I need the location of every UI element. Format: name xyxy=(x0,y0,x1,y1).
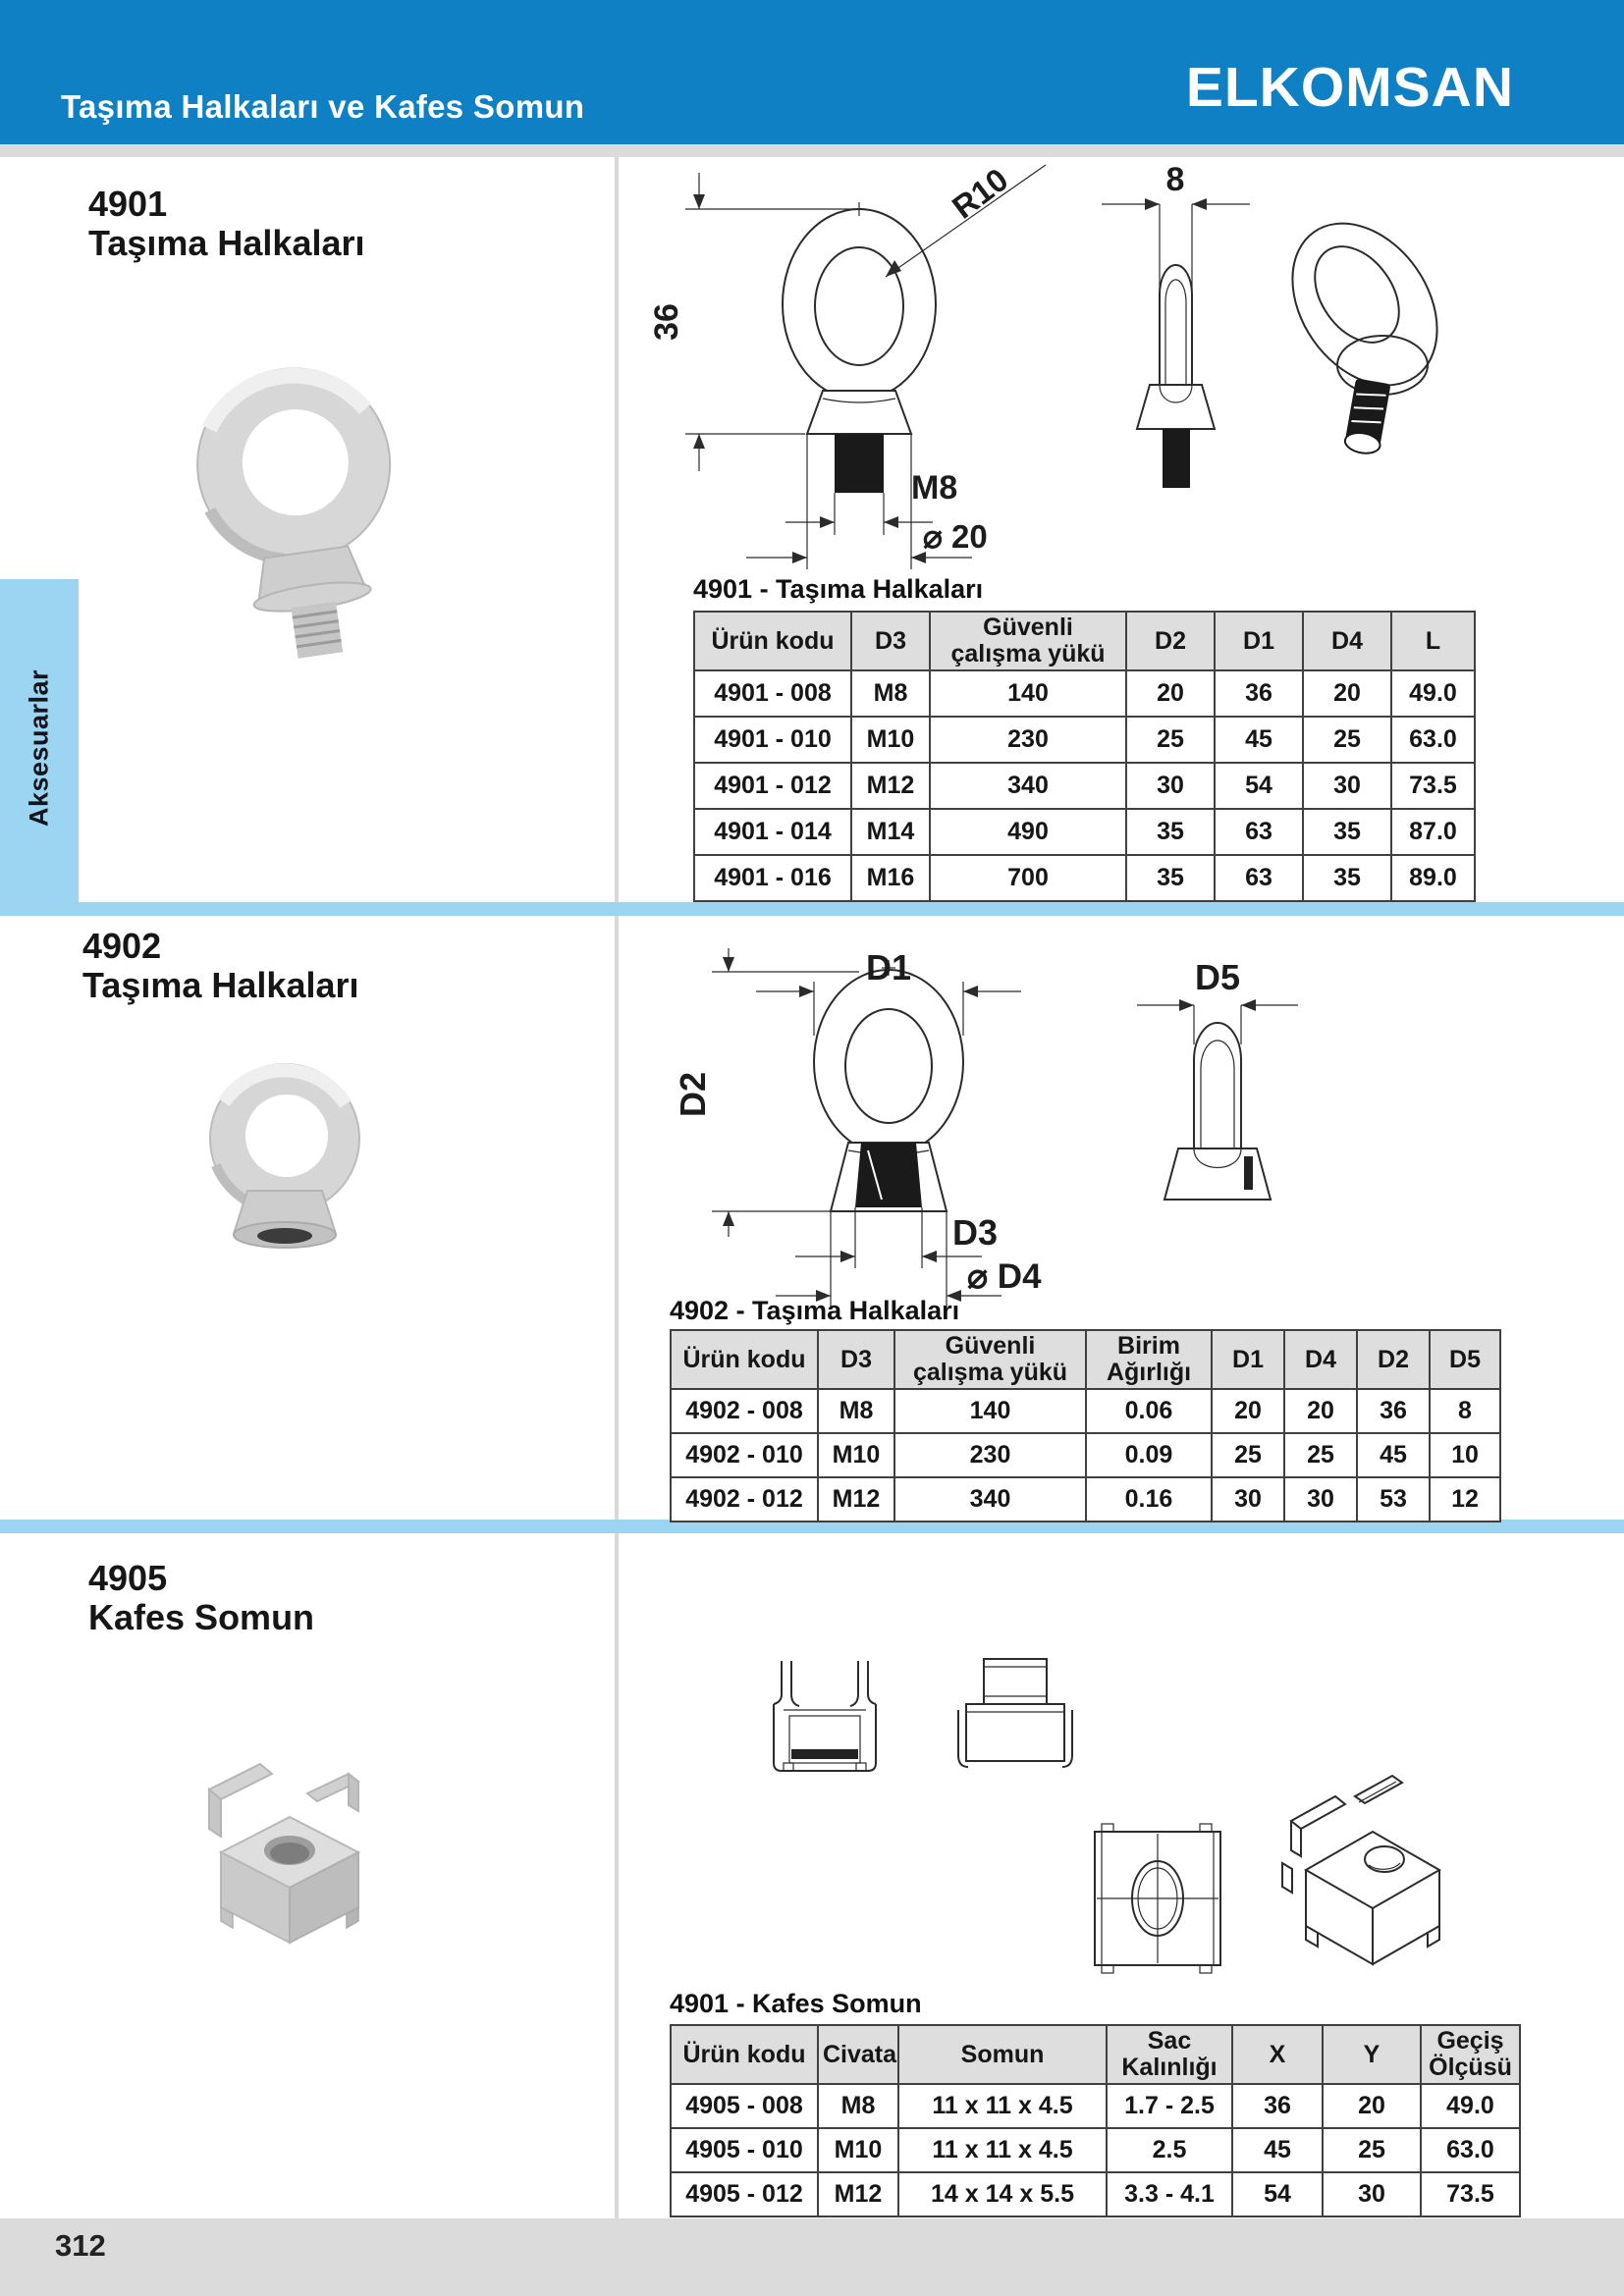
value-cell: M10 xyxy=(818,1433,894,1477)
product-code-cell: 4902 - 008 xyxy=(671,1389,818,1433)
product-code: 4902 xyxy=(82,926,162,966)
value-cell: 53 xyxy=(1357,1477,1430,1522)
product-name: Taşıma Halkaları xyxy=(88,223,365,264)
table-row xyxy=(671,2172,1520,2216)
value-cell: 25 xyxy=(1126,717,1215,763)
section-heading-4902 xyxy=(82,927,359,1006)
value-cell: 36 xyxy=(1357,1389,1430,1433)
value-cell: 63 xyxy=(1215,855,1303,901)
value-cell: 14 x 14 x 5.5 xyxy=(898,2172,1107,2216)
section-divider-band xyxy=(0,902,1624,916)
product-code-cell: 4901 - 014 xyxy=(694,809,851,855)
value-cell: 45 xyxy=(1357,1433,1430,1477)
value-cell: M8 xyxy=(818,1389,894,1433)
value-cell: 30 xyxy=(1212,1477,1284,1522)
svg-text:D5: D5 xyxy=(1194,957,1241,997)
column-header: D3 xyxy=(818,1330,894,1389)
page-number: 312 xyxy=(55,2228,106,2263)
value-cell: 36 xyxy=(1215,670,1303,717)
product-code-cell: 4901 - 010 xyxy=(694,717,851,763)
value-cell: 2.5 xyxy=(1107,2128,1232,2172)
value-cell: 20 xyxy=(1212,1389,1284,1433)
value-cell: 10 xyxy=(1430,1433,1500,1477)
drawing-caption-4901: 4901 - Taşıma Halkaları xyxy=(693,574,984,604)
value-cell: 25 xyxy=(1212,1433,1284,1477)
svg-text:⌀ 20: ⌀ 20 xyxy=(923,518,988,555)
table-row xyxy=(671,2084,1520,2128)
page-header xyxy=(0,0,1624,144)
front-view xyxy=(814,960,963,1211)
value-cell: 20 xyxy=(1303,670,1391,717)
table-header-row xyxy=(671,1330,1500,1389)
column-header: Ürün kodu xyxy=(671,2025,818,2084)
product-photo-cage-nut xyxy=(191,1752,388,1963)
value-cell: M14 xyxy=(851,809,930,855)
table-row xyxy=(671,1389,1500,1433)
value-cell: 35 xyxy=(1126,809,1215,855)
svg-text:8: 8 xyxy=(1165,161,1185,198)
column-header: Birim Ağırlığı xyxy=(1086,1330,1212,1389)
column-header: L xyxy=(1391,612,1475,670)
perspective-view xyxy=(1263,196,1467,456)
value-cell: 230 xyxy=(894,1433,1086,1477)
column-header: Sac Kalınlığı xyxy=(1107,2025,1232,2084)
value-cell: 0.16 xyxy=(1086,1477,1212,1522)
sidebar-tab-aksesuarlar xyxy=(0,579,79,916)
page-footer xyxy=(0,2218,1624,2296)
table-row xyxy=(671,2128,1520,2172)
column-header: D4 xyxy=(1303,612,1391,670)
column-header: D5 xyxy=(1430,1330,1500,1389)
value-cell: 20 xyxy=(1284,1389,1357,1433)
svg-text:⌀ D4: ⌀ D4 xyxy=(967,1257,1042,1296)
value-cell: 0.09 xyxy=(1086,1433,1212,1477)
value-cell: M12 xyxy=(818,2172,898,2216)
value-cell: 30 xyxy=(1323,2172,1421,2216)
value-cell: M10 xyxy=(818,2128,898,2172)
column-header: Civata xyxy=(818,2025,898,2084)
table-row xyxy=(694,763,1475,809)
column-header: D3 xyxy=(851,612,930,670)
side-view xyxy=(1137,957,1298,1200)
column-header: D1 xyxy=(1212,1330,1284,1389)
value-cell: M12 xyxy=(851,763,930,809)
header-divider-strip xyxy=(0,144,1624,157)
technical-drawing-4901 xyxy=(628,157,1492,579)
product-photo-eye-bolt xyxy=(167,358,432,663)
value-cell: 25 xyxy=(1303,717,1391,763)
eye-bolt-photo-shape xyxy=(185,356,415,668)
svg-text:D3: D3 xyxy=(952,1212,999,1253)
clip-with-nut-view xyxy=(958,1659,1072,1767)
value-cell: 49.0 xyxy=(1421,2084,1520,2128)
value-cell: M8 xyxy=(818,2084,898,2128)
value-cell: 89.0 xyxy=(1391,855,1475,901)
table-row xyxy=(694,717,1475,763)
product-code-cell: 4905 - 010 xyxy=(671,2128,818,2172)
value-cell: 45 xyxy=(1232,2128,1323,2172)
product-code-cell: 4901 - 012 xyxy=(694,763,851,809)
brand-logo: ELKOMSAN xyxy=(1185,56,1514,119)
dimension-d4 xyxy=(776,1211,1042,1308)
value-cell: M12 xyxy=(818,1477,894,1522)
value-cell: 700 xyxy=(930,855,1126,901)
value-cell: 54 xyxy=(1215,763,1303,809)
table-row xyxy=(694,809,1475,855)
product-code: 4901 xyxy=(88,184,168,224)
column-header: Ürün kodu xyxy=(671,1330,818,1389)
value-cell: M10 xyxy=(851,717,930,763)
product-code-cell: 4905 - 008 xyxy=(671,2084,818,2128)
spec-table-4902 xyxy=(670,1329,1501,1522)
clip-side-view xyxy=(774,1661,876,1771)
table-row xyxy=(694,670,1475,717)
column-divider-line xyxy=(615,157,619,2218)
isometric-view xyxy=(1282,1776,1439,1964)
top-view xyxy=(1095,1824,1220,1973)
spec-table-4901 xyxy=(693,611,1476,902)
value-cell: 73.5 xyxy=(1421,2172,1520,2216)
value-cell: 35 xyxy=(1303,855,1391,901)
spec-table-4905 xyxy=(670,2024,1521,2217)
value-cell: 140 xyxy=(894,1389,1086,1433)
value-cell: 73.5 xyxy=(1391,763,1475,809)
table-row xyxy=(671,1477,1500,1522)
dimension-radius xyxy=(886,161,1046,277)
product-photo-eye-nut xyxy=(187,1055,383,1261)
product-name: Kafes Somun xyxy=(88,1597,315,1638)
value-cell: 63.0 xyxy=(1391,717,1475,763)
value-cell: 12 xyxy=(1430,1477,1500,1522)
table-row xyxy=(694,855,1475,901)
svg-text:D2: D2 xyxy=(673,1071,713,1118)
table-row xyxy=(671,1433,1500,1477)
value-cell: 140 xyxy=(930,670,1126,717)
svg-text:M8: M8 xyxy=(911,469,958,507)
drawing-caption-4902: 4902 - Taşıma Halkaları xyxy=(670,1296,960,1325)
value-cell: 36 xyxy=(1232,2084,1323,2128)
value-cell: 25 xyxy=(1323,2128,1421,2172)
value-cell: 30 xyxy=(1303,763,1391,809)
table-header-row xyxy=(671,2025,1520,2084)
section-heading-4905 xyxy=(88,1559,314,1638)
value-cell: 3.3 - 4.1 xyxy=(1107,2172,1232,2216)
value-cell: 35 xyxy=(1303,809,1391,855)
product-code-cell: 4902 - 012 xyxy=(671,1477,818,1522)
value-cell: M8 xyxy=(851,670,930,717)
dimension-d1 xyxy=(756,947,1021,1036)
column-header: Güvenli çalışma yükü xyxy=(894,1330,1086,1389)
product-code-cell: 4905 - 012 xyxy=(671,2172,818,2216)
value-cell: 11 x 11 x 4.5 xyxy=(898,2128,1107,2172)
technical-drawing-4905 xyxy=(756,1639,1463,1993)
column-header: D2 xyxy=(1357,1330,1430,1389)
value-cell: 0.06 xyxy=(1086,1389,1212,1433)
svg-text:D1: D1 xyxy=(865,947,912,988)
value-cell: 25 xyxy=(1284,1433,1357,1477)
value-cell: M16 xyxy=(851,855,930,901)
column-header: Geçiş Ölçüsü xyxy=(1421,2025,1520,2084)
value-cell: 340 xyxy=(894,1477,1086,1522)
value-cell: 49.0 xyxy=(1391,670,1475,717)
value-cell: 87.0 xyxy=(1391,809,1475,855)
value-cell: 30 xyxy=(1284,1477,1357,1522)
value-cell: 11 x 11 x 4.5 xyxy=(898,2084,1107,2128)
sidebar-tab-label: Aksesuarlar xyxy=(24,668,54,827)
column-header: Somun xyxy=(898,2025,1107,2084)
value-cell: 63 xyxy=(1215,809,1303,855)
value-cell: 45 xyxy=(1215,717,1303,763)
value-cell: 30 xyxy=(1126,763,1215,809)
front-view xyxy=(783,202,936,493)
product-code: 4905 xyxy=(88,1558,168,1598)
value-cell: 54 xyxy=(1232,2172,1323,2216)
product-code-cell: 4901 - 008 xyxy=(694,670,851,717)
value-cell: 340 xyxy=(930,763,1126,809)
product-code-cell: 4902 - 010 xyxy=(671,1433,818,1477)
value-cell: 490 xyxy=(930,809,1126,855)
column-header: X xyxy=(1232,2025,1323,2084)
svg-text:R10: R10 xyxy=(945,160,1015,226)
column-header: Güvenli çalışma yükü xyxy=(930,612,1126,670)
value-cell: 1.7 - 2.5 xyxy=(1107,2084,1232,2128)
column-header: D1 xyxy=(1215,612,1303,670)
column-header: D4 xyxy=(1284,1330,1357,1389)
table-header-row xyxy=(694,612,1475,670)
value-cell: 63.0 xyxy=(1421,2128,1520,2172)
svg-text:36: 36 xyxy=(648,303,685,341)
page-title: Taşıma Halkaları ve Kafes Somun xyxy=(61,88,585,125)
side-view xyxy=(1102,161,1250,488)
column-header: Ürün kodu xyxy=(694,612,851,670)
technical-drawing-4902 xyxy=(628,942,1492,1315)
product-name: Taşıma Halkaları xyxy=(82,965,359,1006)
value-cell: 20 xyxy=(1323,2084,1421,2128)
value-cell: 8 xyxy=(1430,1389,1500,1433)
column-header: D2 xyxy=(1126,612,1215,670)
column-header: Y xyxy=(1323,2025,1421,2084)
drawing-caption-4905: 4901 - Kafes Somun xyxy=(670,1989,922,2018)
value-cell: 230 xyxy=(930,717,1126,763)
section-heading-4901 xyxy=(88,185,365,264)
product-code-cell: 4901 - 016 xyxy=(694,855,851,901)
value-cell: 20 xyxy=(1126,670,1215,717)
value-cell: 35 xyxy=(1126,855,1215,901)
